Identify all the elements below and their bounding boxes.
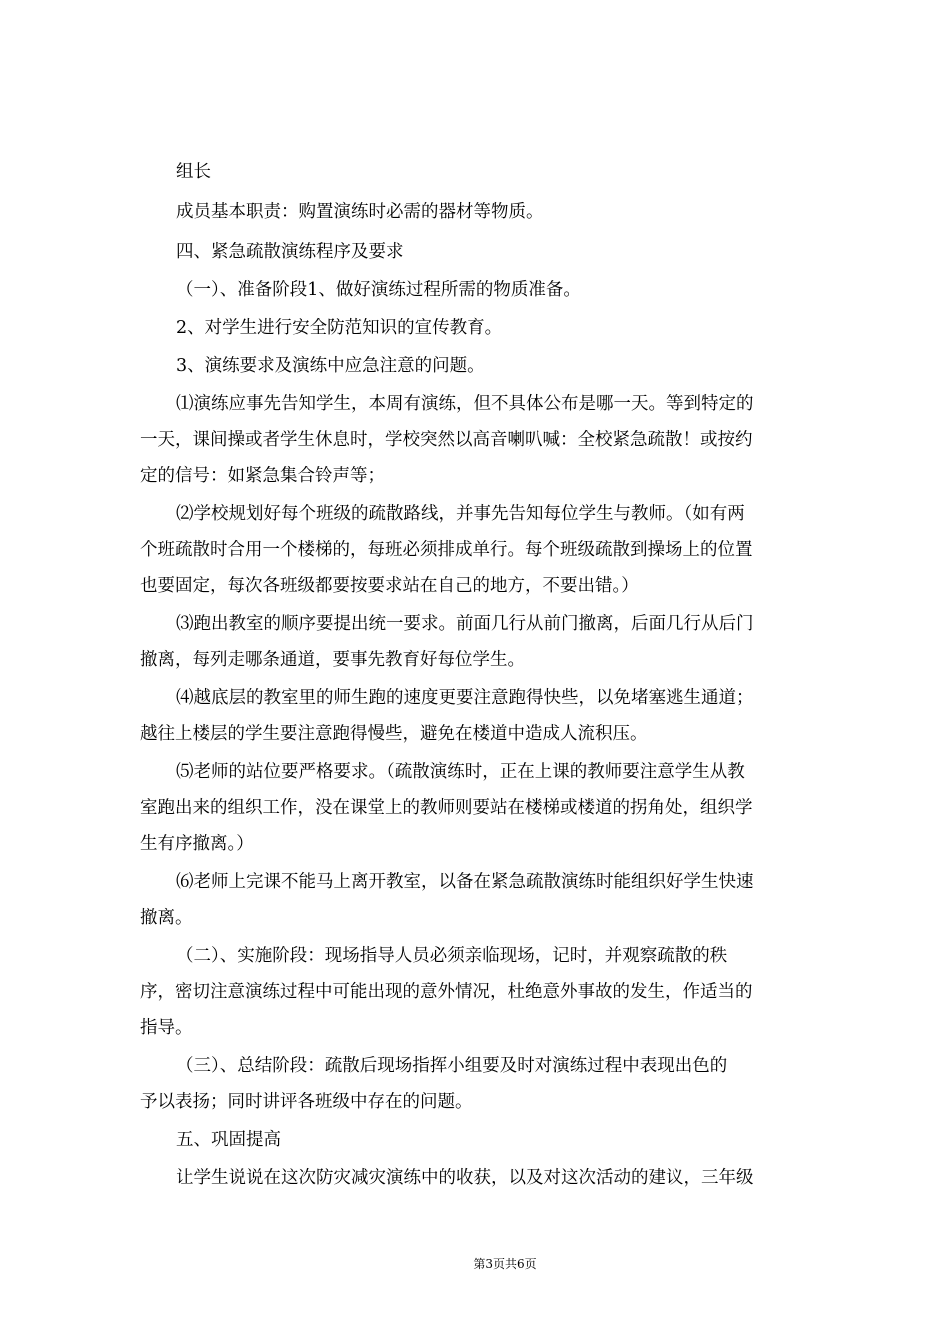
text-line: （二）、实施阶段：现场指导人员必须亲临现场，记时，并观察疏散的秩	[176, 946, 728, 966]
text-line: ⑴演练应事先告知学生，本周有演练，但不具体公布是哪一天。等到特定的	[176, 394, 754, 414]
text-line: 一天，课间操或者学生休息时，学校突然以高音喇叭喊：全校紧急疏散！或按约	[140, 430, 753, 450]
page-footer	[0, 1255, 950, 1272]
text-line: 指导。	[140, 1018, 193, 1038]
text-line: 2、对学生进行安全防范知识的宣传教育。	[176, 318, 503, 338]
text-line: ⑷越底层的教室里的师生跑的速度更要注意跑得快些，以免堵塞逃生通道；	[176, 688, 754, 708]
text-line: 定的信号：如紧急集合铃声等；	[140, 466, 385, 486]
section-heading: 五、巩固提高	[176, 1130, 281, 1150]
text-line: 序，密切注意演练过程中可能出现的意外情况，杜绝意外事故的发生，作适当的	[140, 982, 753, 1002]
text-line: 让学生说说在这次防灾减灾演练中的收获，以及对这次活动的建议，三年级	[176, 1168, 754, 1188]
page-number: 第3页共6页	[473, 1257, 537, 1271]
text-line: 越往上楼层的学生要注意跑得慢些，避免在楼道中造成人流积压。	[140, 724, 648, 744]
text-line: 生有序撤离。）	[140, 834, 254, 854]
text-line: ⑹老师上完课不能马上离开教室，以备在紧急疏散演练时能组织好学生快速	[176, 872, 754, 892]
text-line: 成员基本职责：购置演练时必需的器材等物质。	[176, 202, 544, 222]
text-line: 3、演练要求及演练中应急注意的问题。	[176, 356, 485, 376]
text-line: 个班疏散时合用一个楼梯的，每班必须排成单行。每个班级疏散到操场上的位置	[140, 540, 753, 560]
text-line: 也要固定，每次各班级都要按要求站在自己的地方，不要出错。）	[140, 576, 639, 596]
text-line: ⑸老师的站位要严格要求。（疏散演练时，正在上课的教师要注意学生从教	[176, 762, 745, 782]
text-line: 予以表扬；同时讲评各班级中存在的问题。	[140, 1092, 473, 1112]
section-heading: 四、紧急疏散演练程序及要求	[176, 242, 404, 262]
text-line: 撤离。	[140, 908, 193, 928]
text-line: 撤离，每列走哪条通道，要事先教育好每位学生。	[140, 650, 525, 670]
text-line: ⑶跑出教室的顺序要提出统一要求。前面几行从前门撤离，后面几行从后门	[176, 614, 754, 634]
text-line: （三）、总结阶段：疏散后现场指挥小组要及时对演练过程中表现出色的	[176, 1056, 728, 1076]
text-line: 组长	[176, 162, 211, 182]
text-line: ⑵学校规划好每个班级的疏散路线，并事先告知每位学生与教师。（如有两	[176, 504, 745, 524]
text-line: 室跑出来的组织工作，没在课堂上的教师则要站在楼梯或楼道的拐角处，组织学	[140, 798, 753, 818]
text-line: （一）、准备阶段1、做好演练过程所需的物质准备。	[176, 280, 581, 300]
